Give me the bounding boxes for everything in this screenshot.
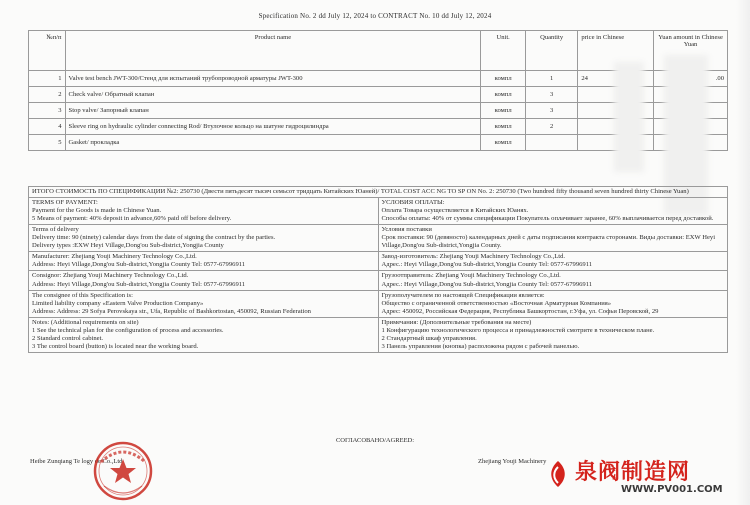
notes-ru-line: 1 Конфигурацию технологического процесса и принадлежностей смотрите в техническом плане.	[381, 326, 655, 334]
row-no: 3	[29, 103, 66, 119]
delivery-terms-en	[29, 225, 379, 252]
watermark-title: 泉阀制造网	[575, 460, 691, 485]
row-product-name: Stop valve/ Запорный клапан	[65, 103, 481, 119]
row-product-name: Gasket/ прокладка	[65, 135, 481, 151]
consignee-en-line: Address: Address: 29 Sofya Perovskaya str., Ufa, Republic of Bashkortostan, 450092, Russian Federation	[32, 307, 311, 315]
row-quantity: 3	[525, 103, 577, 119]
notes-en-line: 2 Standard control cabinet.	[32, 334, 104, 342]
signature-left: Heibe Zunqiang Te logy de Co.,Ltd	[30, 458, 123, 465]
payment-terms-en	[29, 198, 379, 225]
row-no: 5	[29, 135, 66, 151]
row-quantity: 3	[525, 87, 577, 103]
payment-terms-ru-line: Способы оплаты: 40% от суммы спецификации Покупатель оплачивает заранее, 60% выплачивается перед доставкой.	[381, 215, 714, 223]
header-amount: Yuan amount in Chinese Yuan	[654, 31, 728, 71]
consignor-en-line: Address: Heyi Village,Dong'ou Sub-district,Yongjia County Tel: 0577-67996911	[32, 280, 246, 288]
payment-terms-en-line: 5 Means of payment: 40% deposit in advance,60% paid off before delivery.	[32, 215, 232, 223]
manufacturer-en	[29, 252, 379, 271]
company-seal-stamp	[92, 440, 154, 502]
notes-en-line: 3 The control board (button) is located near the working board.	[32, 342, 199, 350]
payment-terms-en-heading: TERMS OF PAYMENT:	[32, 199, 98, 207]
row-product-name: Check valve/ Обратный клапан	[65, 87, 481, 103]
consignor-ru-line: Грузоотправитель: Zhejiang Youji Machinery Technology Co.,Ltd.	[381, 272, 561, 280]
payment-terms-en-line: Payment for the Goods is made in Chinese Yuan.	[32, 207, 162, 215]
row-product-name: Valve test bench JWT-300/Стенд для испытаний трубопроводной арматуры JWT-300	[65, 71, 481, 87]
manufacturer-en-line: Manufacturer: Zhejiang Youji Machinery Technology Co.,Ltd.	[32, 253, 197, 261]
row-quantity	[525, 135, 577, 151]
consignee-ru	[378, 290, 728, 317]
delivery-terms-en-heading: Terms of delivery	[32, 226, 79, 234]
terms-row	[29, 198, 728, 225]
row-price: 24	[578, 71, 654, 87]
total-cost: ИТОГО СТОИМОСТЬ ПО СПЕЦИФИКАЦИИ №2: 250730 (Двести пятьдесят тысяч семьсот тридцать Китайских Юаней)/ TOTAL COST ACC NG TO SP ON No. 2: 250730 (Two hundred fifty thousand seven hundred thirty Chinese Yuan)	[29, 187, 728, 198]
terms-row	[29, 290, 728, 317]
signature-right: Zhejiang Youji Machinery	[478, 458, 547, 465]
row-unit: компл	[481, 87, 525, 103]
notes-en-line: Notes: (Additional requirements on site)	[32, 318, 139, 326]
delivery-terms-ru-heading: Условия поставки	[381, 226, 432, 234]
row-unit: компл	[481, 135, 525, 151]
row-no: 1	[29, 71, 66, 87]
notes-en-line: 1 See the technical plan for the configuration of process and accessories.	[32, 326, 224, 334]
manufacturer-ru-line: Адрес.: Heyi Village,Dong'ou Sub-district,Yongjia County Tel: 0577-67996911	[381, 261, 593, 269]
consignee-en-line: Limited liability company «Eastern Valve Production Company»	[32, 299, 204, 307]
consignor-ru-line: Адрес.: Heyi Village,Dong'ou Sub-district,Yongjia County Tel: 0577-67996911	[381, 280, 593, 288]
total-row	[29, 187, 728, 198]
redaction-blur	[614, 62, 644, 172]
row-unit: компл	[481, 103, 525, 119]
page-edge-shadow	[736, 0, 750, 505]
terms-table	[28, 186, 728, 353]
site-watermark	[575, 455, 735, 500]
row-quantity: 2	[525, 119, 577, 135]
notes-ru-line: 2 Стандартный шкаф управления.	[381, 334, 477, 342]
header-quantity: Quantity	[525, 31, 577, 71]
consignee-ru-line: Общество с ограниченной ответственностью «Восточная Арматурная Компания»	[381, 299, 612, 307]
notes-ru-line: 3 Панель управления (кнопка) расположена рядом с рабочей панелью.	[381, 342, 580, 350]
consignor-en-line: Consignor: Zhejiang Youji Machinery Technology Co.,Ltd.	[32, 272, 189, 280]
row-unit: компл	[481, 119, 525, 135]
consignee-ru-line: Адрес: 450092, Российская Федерация, Республика Башкортостан, г.Уфа, ул. Софьи Перовской, 29	[381, 307, 659, 315]
watermark-url: WWW.PV001.COM	[621, 484, 723, 495]
consignor-en	[29, 271, 379, 290]
payment-terms-ru-line: Оплата Товара осуществляется в Китайских Юанях.	[381, 207, 529, 215]
payment-terms-ru-heading: УСЛОВИЯ ОПЛАТЫ:	[381, 199, 445, 207]
delivery-terms-ru-line: Срок поставки: 90 (девяносто) календарных дней с даты подписания контракта сторонами. Виды доставки: EXW Heyi Village,Dong'ou Sub-district,Yongjia County.	[381, 234, 716, 250]
document-title: Specification No. 2 dd July 12, 2024 to CONTRACT No. 10 dd July 12, 2024	[258, 12, 492, 20]
notes-ru	[378, 317, 728, 352]
watermark-logo-icon	[543, 459, 573, 489]
terms-row	[29, 317, 728, 352]
row-no: 2	[29, 87, 66, 103]
manufacturer-en-line: Address: Heyi Village,Dong'ou Sub-district,Yongjia County Tel: 0577-67996911	[32, 261, 246, 269]
agreed-label: СОГЛАСОВАНО/AGREED:	[335, 437, 415, 444]
row-unit: компл	[481, 71, 525, 87]
notes-ru-line: Примечания: (Дополнительные требования на месте)	[381, 318, 532, 326]
terms-row	[29, 252, 728, 271]
consignee-en	[29, 290, 379, 317]
row-quantity: 1	[525, 71, 577, 87]
row-amount: .00	[654, 71, 728, 87]
delivery-terms-en-line: Delivery types :EXW Heyi Village,Dong'ou Sub-district,Yongjia County	[32, 242, 224, 250]
consignee-ru-line: Грузополучателем по настоящей Спецификации является:	[381, 291, 545, 299]
consignor-ru	[378, 271, 728, 290]
notes-en	[29, 317, 379, 352]
row-no: 4	[29, 119, 66, 135]
delivery-terms-ru	[378, 225, 728, 252]
terms-row	[29, 225, 728, 252]
header-price: price in Chinese	[578, 31, 654, 71]
header-unit: Unit.	[481, 31, 525, 71]
manufacturer-ru	[378, 252, 728, 271]
header-no: №п/п	[29, 31, 66, 71]
payment-terms-ru	[378, 198, 728, 225]
header-product-name: Product name	[65, 31, 481, 71]
terms-row	[29, 271, 728, 290]
delivery-terms-en-line: Delivery time: 90 (ninety) calendar days from the date of signing the contract by the parties.	[32, 234, 276, 242]
row-product-name: Sleeve ring on hydraulic cylinder connecting Rod/ Втулочное кольцо на шатуне гидроцилиндра	[65, 119, 481, 135]
consignee-en-line: The consignee of this Specification is:	[32, 291, 133, 299]
manufacturer-ru-line: Завод-изготовитель: Zhejiang Youji Machinery Technology Co.,Ltd.	[381, 253, 566, 261]
